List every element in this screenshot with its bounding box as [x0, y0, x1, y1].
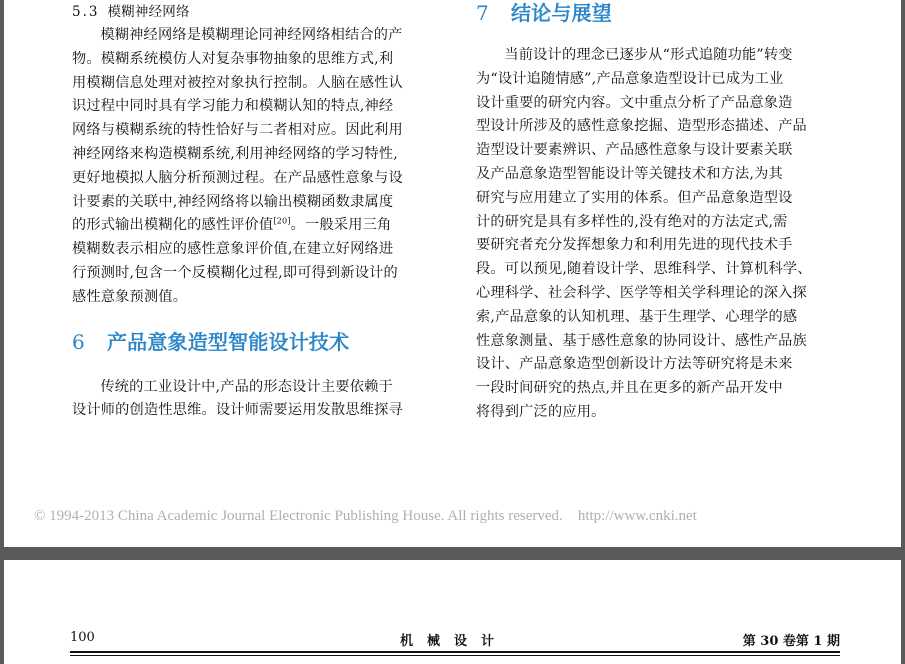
text-line: 性意象测量、基于感性意象的协同设计、感性产品族 [476, 332, 807, 349]
pdf-page-current [4, 0, 901, 547]
text-line: 更好地模拟人脑分析预测过程。在产品感性意象与设 [72, 169, 403, 186]
text-line: 计要素的关联中,神经网络将以输出模糊函数隶属度 [72, 193, 394, 210]
text-line: 用模糊信息处理对被控对象执行控制。人脑在感性认 [72, 74, 403, 91]
paragraph-conclusion [476, 44, 851, 425]
text-line: 要研究者充分发挥想象力和利用先进的现代技术手 [476, 237, 793, 254]
text-line: 为“设计追随情感”,产品意象造型设计已成为工业 [476, 70, 784, 87]
paragraph-fuzzy-neural-network [72, 24, 447, 310]
right-column [476, 0, 851, 425]
section-number: 7 [476, 1, 489, 25]
text-fragment: 。一般采用三角 [290, 217, 392, 234]
running-header [70, 628, 840, 650]
subsection-heading-5-3 [72, 0, 447, 24]
text-line-with-citation [72, 214, 447, 238]
text-line: 研究与应用建立了实用的体系。但产品意象造型设 [476, 189, 793, 206]
copyright-text: © 1994-2013 China Academic Journal Electronic Publishing House. All rights reserved. [34, 508, 563, 524]
subsection-title: 模糊神经网络 [107, 4, 190, 20]
section-title: 结论与展望 [510, 1, 612, 25]
text-line: 一段时间研究的热点,并且在更多的新产品开发中 [476, 380, 783, 397]
pdf-page-next [4, 560, 901, 664]
text-line: 设计重要的研究内容。文中重点分析了产品意象造 [476, 94, 793, 111]
section-heading-7 [476, 0, 851, 26]
section-heading-6 [72, 324, 447, 360]
text-fragment: 的形式输出模糊化的感性评价值 [72, 217, 274, 234]
text-line: 行预测时,包含一个反模糊化过程,即可得到新设计的 [72, 264, 398, 281]
text-line: 感性意象预测值。 [72, 288, 188, 305]
section-number: 6 [72, 329, 85, 354]
text-line: 将得到广泛的应用。 [476, 403, 606, 420]
text-line: 造型设计要素辨识、产品感性意象与设计要素关联 [476, 142, 793, 159]
journal-name: 机械设计 [400, 634, 509, 649]
text-line: 模糊数表示相应的感性意象评价值,在建立好网络进 [72, 241, 394, 258]
text-line: 当前设计的理念已逐步从“形式追随功能”转变 [504, 47, 793, 63]
page-number: 100 [70, 630, 95, 645]
text-line: 传统的工业设计中,产品的形态设计主要依赖于 [100, 378, 393, 395]
text-line: 神经网络来构造模糊系统,利用神经网络的学习特性, [72, 145, 398, 162]
viewer-frame-right [901, 0, 905, 664]
text-line: 及产品意象造型智能设计等关键技术和方法,为其 [476, 165, 783, 182]
text-line: 段。可以预见,随着设计学、思维科学、计算机科学、 [476, 261, 812, 278]
citation-link-20[interactable]: [20] [273, 216, 291, 226]
text-line: 设计师的创造性思维。设计师需要运用发散思维探寻 [72, 402, 403, 419]
header-rule [70, 651, 840, 653]
text-line: 物。模糊系统模仿人对复杂事物抽象的思维方式,利 [72, 50, 394, 67]
section-title: 产品意象造型智能设计技术 [106, 329, 350, 354]
cnki-url: http://www.cnki.net [577, 508, 697, 524]
page-separator [0, 547, 905, 560]
text-line: 索,产品意象的认知机理、基于生理学、心理学的感 [476, 308, 798, 325]
text-line: 计的研究是具有多样性的,没有绝对的方法定式,需 [476, 213, 788, 230]
header-rule-thin [70, 655, 840, 656]
text-line: 心理科学、社会科学、医学等相关学科理论的深入探 [476, 284, 807, 301]
text-line: 网络与模糊系统的特性恰好与二者相对应。因此利用 [72, 122, 403, 139]
text-line: 识过程中同时具有学习能力和模糊认知的特点,神经 [72, 98, 394, 115]
issue-label: 第 30 卷第 1 期 [742, 634, 840, 649]
text-line: 模糊神经网络是模糊理论同神经网络相结合的产 [100, 27, 403, 43]
paragraph-intelligent-design [72, 376, 447, 424]
left-column [72, 0, 447, 423]
subsection-number: 5.3 [72, 4, 100, 20]
text-line: 设计、产品意象造型创新设计方法等研究将是未来 [476, 356, 793, 373]
copyright-watermark [34, 508, 697, 525]
text-line: 型设计所涉及的感性意象挖掘、造型形态描述、产品 [476, 118, 807, 135]
